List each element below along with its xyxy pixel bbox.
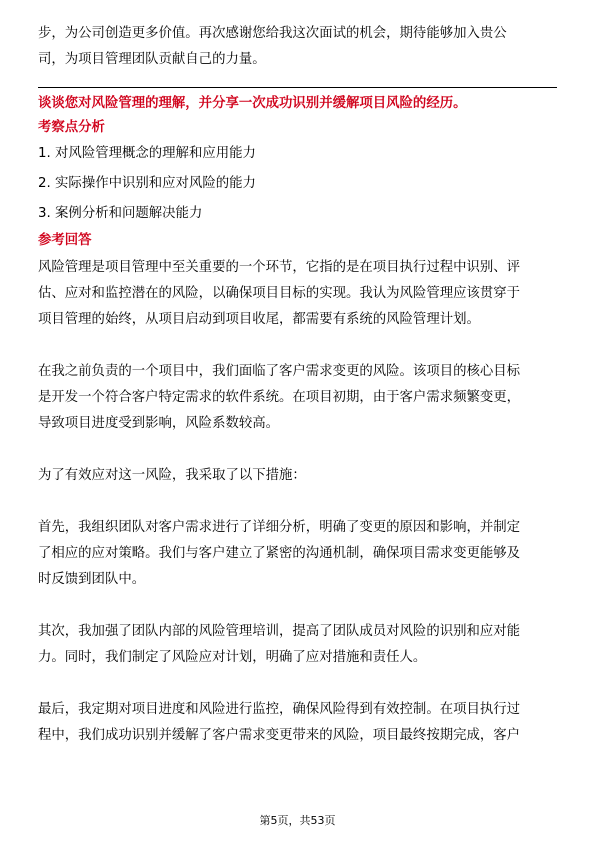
analysis-list [38,139,557,229]
list-item: 1. 对风险管理概念的理解和应用能力 [38,146,256,161]
list-item: 2. 实际操作中识别和应对风险的能力 [38,176,256,191]
text-line: 估、应对和监控潜在的风险，以确保项目目标的实现。我认为风险管理应该贯穿于 [38,286,521,301]
section-divider [38,87,557,88]
answer-paragraph [38,697,557,749]
answer-paragraph [38,619,557,671]
text-line: 司，为项目管理团队贡献自己的力量。 [38,52,266,67]
text-line: 力。同时，我们制定了风险应对计划，明确了应对措施和责任人。 [38,650,427,665]
answer-title: 参考回答 [38,233,92,248]
document-page [38,0,557,749]
text-line: 项目管理的始终，从项目启动到项目收尾，都需要有系统的风险管理计划。 [38,312,480,327]
question-heading: 谈谈您对风险管理的理解，并分享一次成功识别并缓解项目风险的经历。 [38,96,467,111]
text-line: 其次，我加强了团队内部的风险管理培训，提高了团队成员对风险的识别和应对能 [38,624,521,639]
text-line: 程中，我们成功识别并缓解了客户需求变更带来的风险，项目最终按期完成，客户 [38,728,521,743]
answer-paragraph [38,359,557,437]
text-line: 为了有效应对这一风险，我采取了以下措施： [38,468,306,483]
text-line: 风险管理是项目管理中至关重要的一个环节，它指的是在项目执行过程中识别、评 [38,260,521,275]
text-line: 时反馈到团队中。 [38,572,146,587]
answer-paragraph [38,463,557,489]
text-line: 步，为公司创造更多价值。再次感谢您给我这次面试的机会，期待能够加入贵公 [38,26,507,41]
page-footer: 第5页，共53页 [259,814,336,827]
text-line: 是开发一个符合客户特定需求的软件系统。在项目初期，由于客户需求频繁变更， [38,390,521,405]
text-line: 首先，我组织团队对客户需求进行了详细分析，明确了变更的原因和影响，并制定 [38,520,521,535]
text-line: 最后，我定期对项目进度和风险进行监控，确保风险得到有效控制。在项目执行过 [38,702,521,717]
answer-paragraph [38,515,557,593]
text-line: 了相应的应对策略。我们与客户建立了紧密的沟通机制，确保项目需求变更能够及 [38,546,521,561]
intro-paragraph [38,21,557,73]
list-item: 3. 案例分析和问题解决能力 [38,206,203,221]
text-line: 在我之前负责的一个项目中，我们面临了客户需求变更的风险。该项目的核心目标 [38,364,521,379]
text-line: 导致项目进度受到影响，风险系数较高。 [38,416,280,431]
analysis-title: 考察点分析 [38,120,105,135]
answer-paragraph [38,255,557,333]
